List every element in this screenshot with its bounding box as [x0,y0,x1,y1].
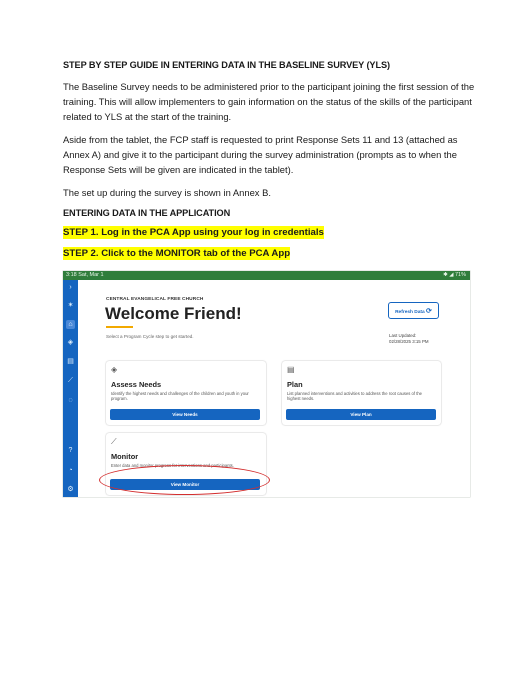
card-assess-needs [106,361,266,425]
last-updated [389,333,429,344]
paragraph-setup: The set up during the survey is shown in Annex B. [63,187,271,198]
paragraph-tablet: Aside from the tablet, the FCP staff is requested to print Response Sets 11 and 13 (attached as Annex A) and give it to the participant during the survey administration (prompts as to when the Response Sets will be given are indicated in the tablet). [63,134,458,175]
card-title: Plan [287,380,303,389]
settings-icon[interactable]: ⚙ [67,486,74,493]
section-heading: ENTERING DATA IN THE APPLICATION [63,208,231,218]
app-screenshot [63,271,470,497]
card-plan [282,361,441,425]
card-description: Identify the highest needs and challenges of the children and youth in your program. [111,391,249,401]
document-body [63,60,475,269]
layers-icon: ◈ [111,365,118,374]
side-rail [63,280,78,497]
card-title: Assess Needs [111,380,162,389]
step-2 [63,248,475,259]
chart-icon: ⟋ [111,437,117,446]
refresh-icon: ⟳ [426,308,432,315]
step-2-highlight: STEP 2. Click to the MONITOR tab of the PCA App [63,248,291,259]
step-1-highlight: STEP 1. Log in the PCA App using your log in credentials [63,227,324,238]
card-description: Enter data and monitor progress for interventions and participants. [111,463,234,468]
layers-icon[interactable]: ◈ [67,339,74,346]
bulb-icon[interactable]: ◌ [68,397,73,404]
bell-icon[interactable]: ◔ [68,467,73,474]
document-heading: STEP BY STEP GUIDE IN ENTERING DATA IN THE BASELINE SURVEY (YLS) [63,60,390,70]
chevron-right-icon[interactable]: › [69,284,72,291]
main-content [78,280,470,497]
view-monitor-button[interactable]: View Monitor [110,479,260,490]
refresh-data-button[interactable] [388,302,439,319]
card-description: List planned interventions and activities to address the root causes of the highest needs. [287,391,423,401]
paragraph-baseline: The Baseline Survey needs to be administered prior to the participant joining the first session of the training. This will allow implementers to gain information on the status of the skills of the participant related to YLS at the start of the training. [63,81,475,122]
last-updated-label: Last Updated: [389,333,417,338]
clipboard-icon[interactable]: ▤ [67,358,74,365]
title-underline [106,326,133,328]
page-title: Welcome Friend! [105,304,242,323]
card-title: Monitor [111,452,139,461]
clipboard-icon: ▤ [287,365,295,374]
status-time: 3:18 Sat, Mar 1 [66,272,104,278]
page-subtitle: Select a Program Cycle step to get started. [106,334,194,339]
chart-icon[interactable]: ⟋ [68,377,73,384]
step-1 [63,227,475,238]
home-icon[interactable]: ⌂ [66,320,75,329]
highlight-circle [99,465,270,495]
status-battery: ✱ ◢ 71% [443,272,466,278]
logo-icon: ✶ [67,302,74,309]
refresh-label: Refresh Data [395,310,425,315]
battery-level: 71% [454,272,466,278]
help-icon[interactable]: ? [68,447,73,454]
last-updated-value: 02/28/2025 3:15 PM [389,338,429,344]
view-plan-button[interactable]: View Plan [286,409,436,420]
view-needs-button[interactable]: View Needs [110,409,260,420]
status-bar [63,271,470,280]
church-name: CENTRAL EVANGELICAL FREE CHURCH [106,297,204,302]
